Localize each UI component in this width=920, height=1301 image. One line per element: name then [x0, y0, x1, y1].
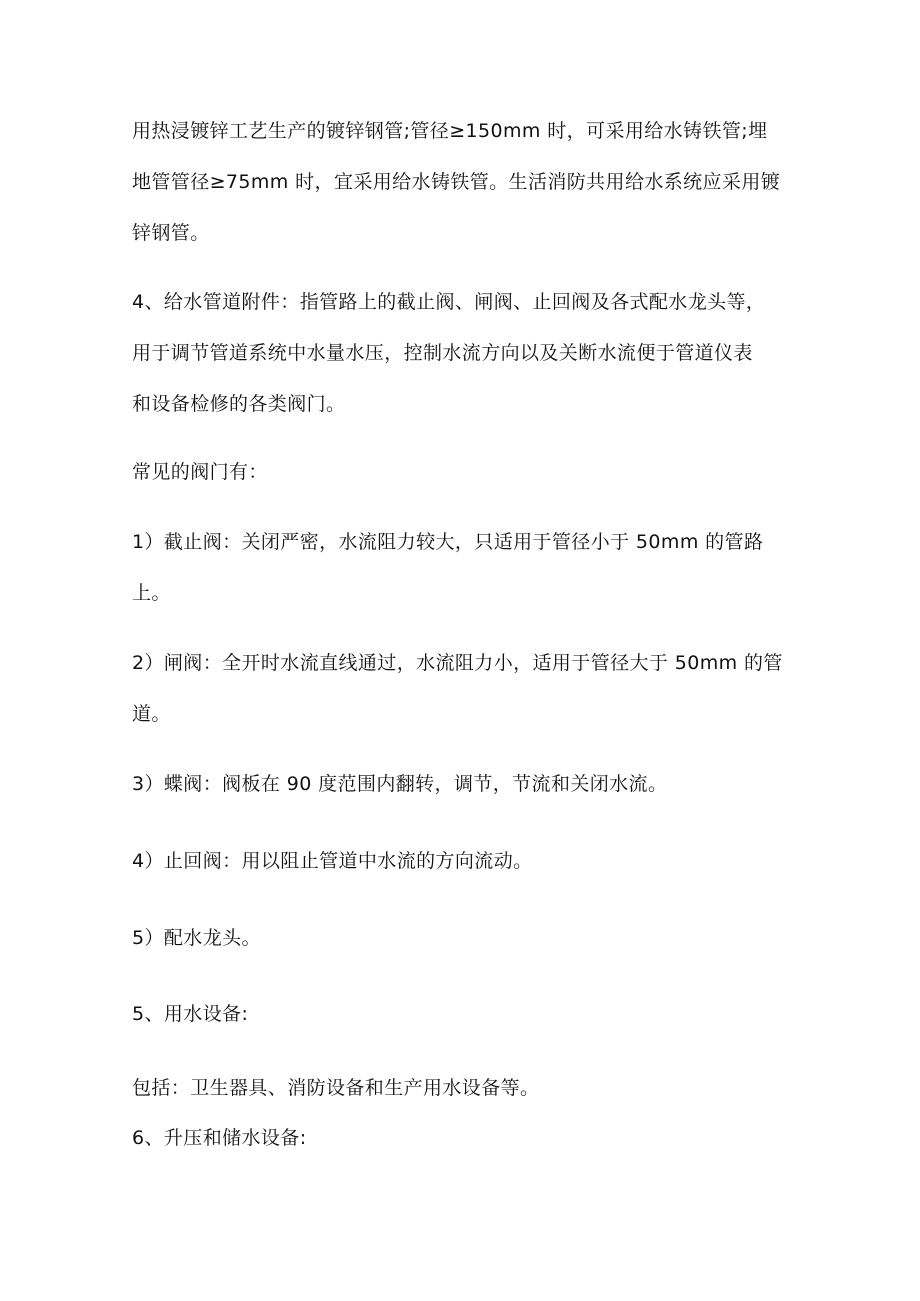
text-line: 常见的阀门有：: [132, 461, 268, 483]
text-line: 地管管径≥75mm 时，宜采用给水铸铁管。生活消防共用给水系统应采用镀: [132, 171, 781, 193]
text-line: 用于调节管道系统中水量水压，控制水流方向以及关断水流便于管道仪表: [132, 342, 753, 364]
text-line: 包括：卫生器具、消防设备和生产用水设备等。: [132, 1077, 540, 1099]
text-line: 和设备检修的各类阀门。: [132, 393, 346, 415]
text-line: 用热浸镀锌工艺生产的镀锌钢管;管径≥150mm 时，可采用给水铸铁管;埋: [132, 120, 768, 142]
text-line: 5、用水设备:: [132, 1003, 249, 1025]
text-line: 1）截止阀：关闭严密，水流阻力较大，只适用于管径小于 50mm 的管路: [132, 531, 764, 553]
text-line: 上。: [132, 582, 171, 604]
text-line: 道。: [132, 703, 171, 725]
text-line: 5）配水龙头。: [132, 927, 261, 949]
text-line: 4、给水管道附件：指管路上的截止阀、闸阀、止回阀及各式配水龙头等，: [132, 291, 766, 313]
text-line: 3）蝶阀：阀板在 90 度范围内翻转，调节，节流和关闭水流。: [132, 773, 668, 795]
text-line: 锌钢管。: [132, 222, 210, 244]
text-line: 2）闸阀：全开时水流直线通过，水流阻力小，适用于管径大于 50mm 的管: [132, 652, 783, 674]
text-line: 4）止回阀：用以阻止管道中水流的方向流动。: [132, 850, 533, 872]
text-line: 6、升压和储水设备:: [132, 1127, 307, 1149]
